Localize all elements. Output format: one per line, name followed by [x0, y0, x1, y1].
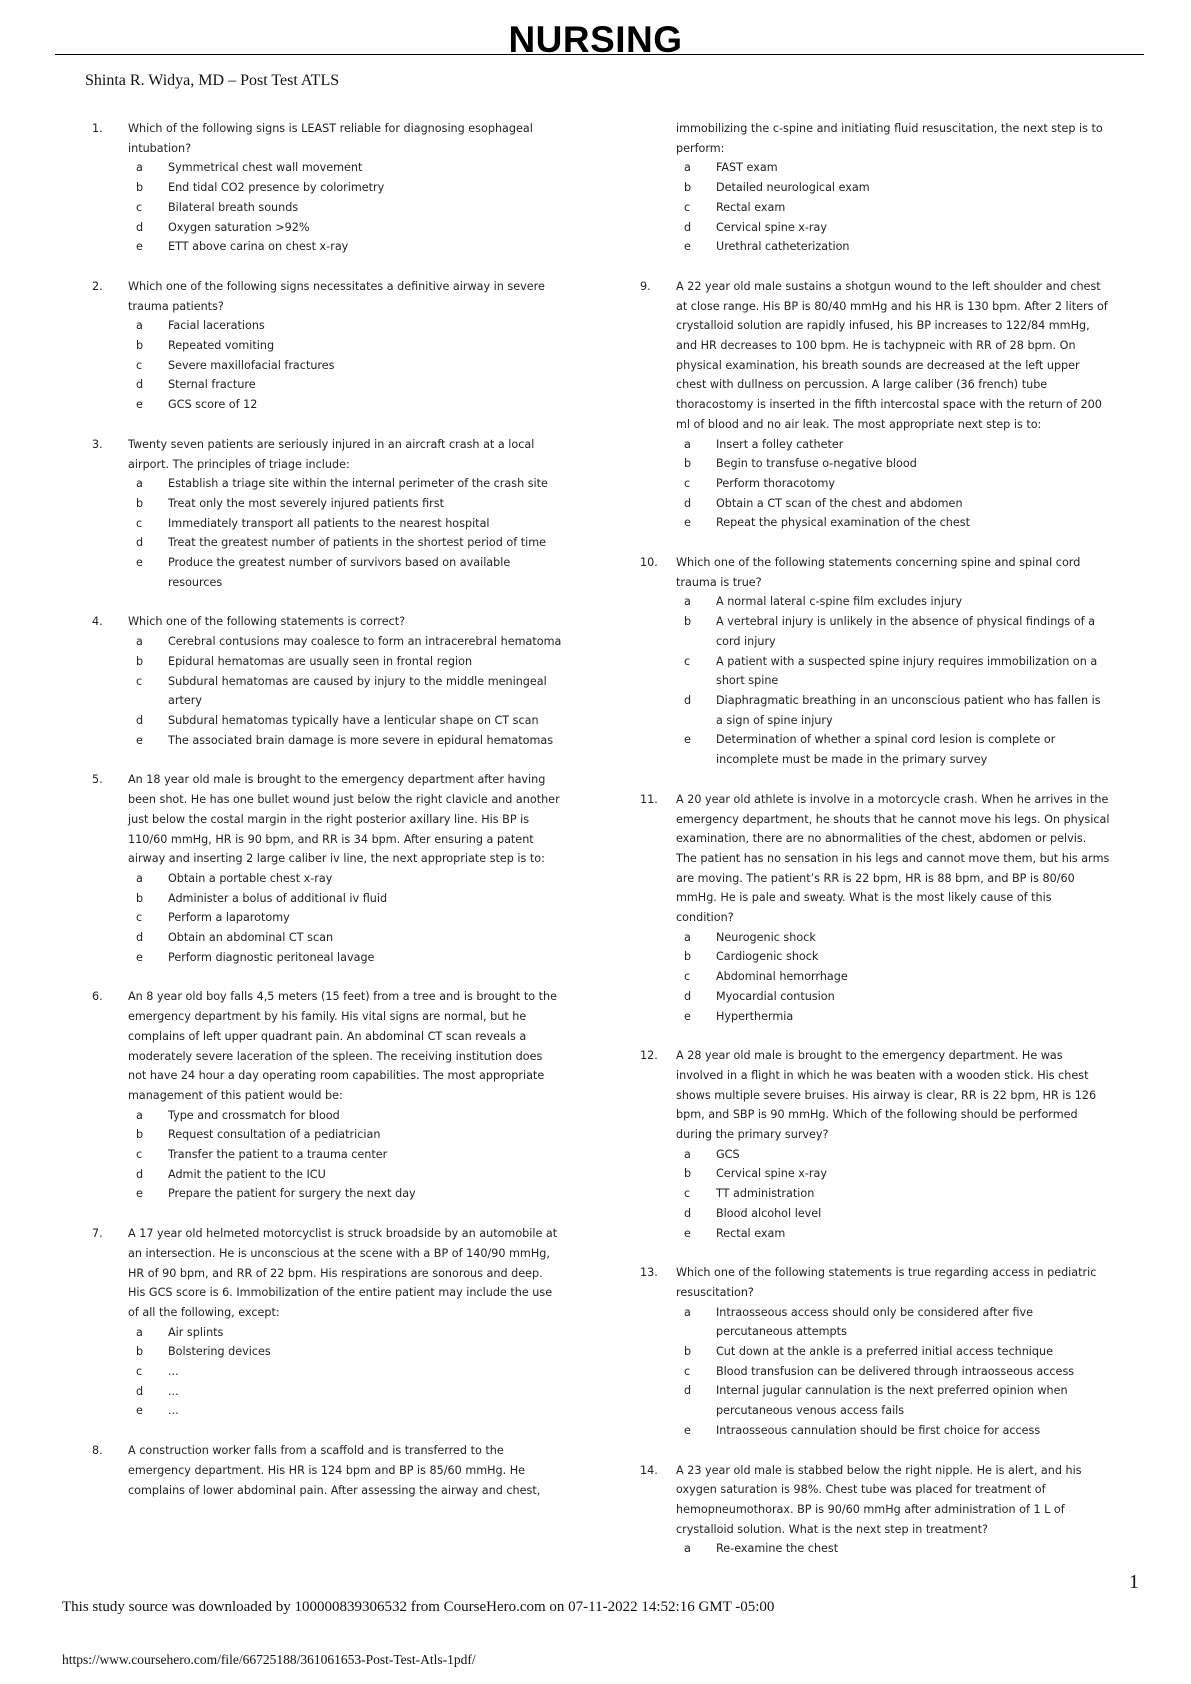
document-header [0, 18, 1191, 58]
question-item [92, 1224, 562, 1421]
answer-option [676, 1145, 1110, 1165]
question-number: 12. [640, 1049, 658, 1063]
answer-option [128, 889, 562, 909]
option-text: The associated brain damage is more severe in epidural hematomas [168, 733, 554, 747]
answer-option [676, 987, 1110, 1007]
answer-option [128, 553, 562, 592]
answer-option [676, 474, 1110, 494]
option-letter: d [136, 713, 144, 727]
option-text: Repeat the physical examination of the chest [716, 516, 970, 530]
answer-option [676, 454, 1110, 474]
answer-option [128, 474, 562, 494]
option-letter: e [136, 240, 143, 254]
option-letter: a [136, 871, 143, 885]
option-text: Perform diagnostic peritoneal lavage [168, 950, 375, 964]
question-text: A 22 year old male sustains a shotgun wound to the left shoulder and chest at close range. His BP is 80/40 mmHg and his HR is 130 bpm. After 2 liters of crystalloid solution are rapidly infused, his BP increases to 122/84 mmHg, and HR decreases to 100 bpm. He is tachypneic with RR of 28 bpm. On physical examination, his breath sounds are decreased at the left upper chest with dullness on percussion. A large caliber (36 french) tube thoracostomy is inserted in the fifth intercostal space with the return of 200 ml of blood and no air leak. The most appropriate next step is to: [676, 279, 1108, 431]
answer-option [676, 1539, 1110, 1559]
option-text: Oxygen saturation >92% [168, 220, 310, 234]
option-letter: d [136, 1384, 144, 1398]
option-text: Rectal exam [716, 1226, 786, 1240]
question-number: 4. [92, 615, 103, 629]
answer-option [128, 158, 562, 178]
option-letter: a [136, 1108, 143, 1122]
answer-option [676, 1421, 1110, 1441]
option-letter: d [136, 1167, 144, 1181]
question-item [92, 119, 562, 257]
option-letter: e [684, 1009, 691, 1023]
answer-option [676, 691, 1110, 730]
answer-option [128, 711, 562, 731]
option-text: Prepare the patient for surgery the next day [168, 1187, 416, 1201]
question-number: 9. [640, 279, 651, 293]
option-letter: b [684, 950, 692, 964]
option-text: Admit the patient to the ICU [168, 1167, 326, 1181]
question-text: Which one of the following statements is correct? [128, 615, 406, 629]
option-text: Obtain a CT scan of the chest and abdomen [716, 496, 963, 510]
question-number: 10. [640, 556, 658, 570]
question-text: Which one of the following signs necessitates a definitive airway in severe trauma patients? [128, 279, 545, 313]
option-text: TT administration [716, 1187, 815, 1201]
download-note: This study source was downloaded by 100000839306532 from CourseHero.com on 07-11-2022 14:52:16 GMT -05:00 [62, 1599, 775, 1615]
option-text: Cervical spine x-ray [716, 220, 827, 234]
option-letter: a [684, 161, 691, 175]
option-text: Type and crossmatch for blood [168, 1108, 340, 1122]
option-letter: e [684, 1226, 691, 1240]
answer-option [676, 1164, 1110, 1184]
question-number: 3. [92, 437, 103, 451]
answer-option [676, 1184, 1110, 1204]
answer-option [128, 1362, 562, 1382]
option-letter: b [136, 1345, 144, 1359]
question-number: 2. [92, 279, 103, 293]
option-letter: c [684, 1364, 691, 1378]
answer-option [128, 533, 562, 553]
question-item [92, 277, 562, 415]
option-letter: b [684, 1345, 692, 1359]
option-letter: c [136, 358, 143, 372]
option-letter: c [136, 1148, 143, 1162]
option-text: Transfer the patient to a trauma center [168, 1148, 388, 1162]
option-text: ... [168, 1384, 179, 1398]
option-text: Re-examine the chest [716, 1542, 839, 1556]
question-text: A 28 year old male is brought to the emergency department. He was involved in a flight in which he was beaten with a wooden stick. His chest shows multiple severe bruises. His airway is clear, RR is 22 bpm, HR is 126 bpm, and SBP is 90 mmHg. Which of the following should be performed during the primary survey? [676, 1049, 1097, 1142]
option-letter: d [684, 220, 692, 234]
option-letter: d [684, 989, 692, 1003]
option-text: Bolstering devices [168, 1345, 271, 1359]
answer-option [676, 435, 1110, 455]
answer-option [128, 908, 562, 928]
option-text: Perform thoracotomy [716, 476, 835, 490]
option-letter: e [136, 398, 143, 412]
option-text: Rectal exam [716, 200, 786, 214]
option-text: Air splints [168, 1325, 224, 1339]
answer-option [676, 928, 1110, 948]
option-letter: c [684, 1187, 691, 1201]
option-letter: a [684, 1147, 691, 1161]
answer-option [676, 592, 1110, 612]
answer-option [676, 494, 1110, 514]
option-text: Treat the greatest number of patients in the shortest period of time [168, 536, 547, 550]
option-text: Cerebral contusions may coalesce to form an intracerebral hematoma [168, 635, 562, 649]
document-title: NURSING [508, 19, 683, 60]
question-number: 8. [92, 1444, 103, 1458]
option-text: Repeated vomiting [168, 339, 275, 353]
option-letter: a [684, 437, 691, 451]
answer-option [128, 218, 562, 238]
option-text: Blood alcohol level [716, 1206, 822, 1220]
answer-option [676, 1224, 1110, 1244]
source-url[interactable]: https://www.coursehero.com/file/66725188/361061653-Post-Test-Atls-1pdf/ [62, 1652, 476, 1667]
option-text: Request consultation of a pediatrician [168, 1128, 381, 1142]
answer-option [128, 316, 562, 336]
option-letter: b [684, 1167, 692, 1181]
answer-option [128, 1184, 562, 1204]
question-item [640, 1263, 1110, 1440]
question-item [92, 612, 562, 750]
answer-option [676, 1381, 1110, 1420]
option-text: Begin to transfuse o-negative blood [716, 457, 917, 471]
answer-option [676, 947, 1110, 967]
question-item [640, 553, 1110, 770]
answer-option [128, 1382, 562, 1402]
left-column [92, 119, 562, 1520]
answer-option [128, 1145, 562, 1165]
option-letter: e [684, 733, 691, 747]
question-text: Which one of the following statements is true regarding access in pediatric resuscitation? [676, 1266, 1097, 1299]
option-letter: a [136, 635, 143, 649]
option-letter: d [684, 1206, 692, 1220]
option-text: A vertebral injury is unlikely in the absence of physical findings of a cord injury [716, 615, 1096, 648]
question-text: A construction worker falls from a scaffold and is transferred to the emergency department. His HR is 124 bpm and BP is 85/60 mmHg. He complains of lower abdominal pain. After assessing the airway and chest, [128, 1444, 541, 1497]
question-item [92, 770, 562, 967]
option-letter: e [136, 733, 143, 747]
option-text: Symmetrical chest wall movement [168, 161, 363, 175]
answer-option [676, 158, 1110, 178]
option-letter: d [136, 931, 144, 945]
answer-option [676, 198, 1110, 218]
option-text: Immediately transport all patients to the nearest hospital [168, 516, 490, 530]
option-text: Intraosseous access should only be considered after five percutaneous attempts [716, 1305, 1034, 1339]
answer-option [128, 514, 562, 534]
option-letter: b [136, 496, 144, 510]
answer-option [128, 652, 562, 672]
page-number: 1 [1129, 1571, 1139, 1593]
question-text: A 20 year old athlete is involve in a motorcycle crash. When he arrives in the emergency department, he shouts that he cannot move his legs. On physical examination, there are no abnormalities of the chest, abdomen or pelvis. The patient has no sensation in his legs and cannot move them, but his arms are moving. The patient’s RR is 22 bpm, HR is 88 bpm, and BP is 80/60 mmHg. He is pale and sweaty. What is the most likely cause of this condition? [676, 792, 1110, 925]
option-text: Neurogenic shock [716, 930, 816, 944]
question-text: Which of the following signs is LEAST reliable for diagnosing esophageal intubation? [128, 122, 533, 155]
question-number: 6. [92, 990, 103, 1004]
option-text: Bilateral breath sounds [168, 200, 299, 214]
answer-option [676, 1007, 1110, 1027]
option-text: Subdural hematomas are caused by injury to the middle meningeal artery [168, 674, 547, 708]
option-text: Subdural hematomas typically have a lenticular shape on CT scan [168, 713, 539, 727]
answer-option [676, 1303, 1110, 1342]
document-subtitle: Shinta R. Widya, MD – Post Test ATLS [85, 72, 340, 89]
option-letter: a [136, 161, 143, 175]
question-number: 7. [92, 1227, 103, 1241]
option-text: Severe maxillofacial fractures [168, 358, 335, 372]
option-letter: d [136, 378, 144, 392]
question-item [640, 790, 1110, 1026]
question-number: 5. [92, 773, 103, 787]
option-text: Diaphragmatic breathing in an unconscious patient who has fallen is a sign of spine injury [716, 693, 1101, 727]
question-item [92, 435, 562, 593]
question-text: Which one of the following statements concerning spine and spinal cord trauma is true? [676, 556, 1081, 589]
question-number: 14. [640, 1463, 658, 1477]
answer-option [676, 237, 1110, 257]
answer-option [676, 1342, 1110, 1362]
option-letter: e [136, 950, 143, 964]
option-text: End tidal CO2 presence by colorimetry [168, 181, 385, 195]
answer-option [128, 1106, 562, 1126]
option-letter: a [136, 319, 143, 333]
option-text: A patient with a suspected spine injury requires immobilization on a short spine [716, 654, 1098, 688]
right-column [640, 119, 1110, 1579]
header-rule [55, 54, 1144, 55]
answer-option [128, 1125, 562, 1145]
question-text: immobilizing the c-spine and initiating fluid resuscitation, the next step is to perform: [676, 122, 1103, 155]
answer-option [128, 1401, 562, 1421]
option-text: Cardiogenic shock [716, 950, 819, 964]
option-text: Obtain an abdominal CT scan [168, 931, 334, 945]
option-letter: e [136, 1404, 143, 1418]
option-letter: c [684, 476, 691, 490]
answer-option [676, 967, 1110, 987]
answer-option [676, 612, 1110, 651]
option-text: Determination of whether a spinal cord lesion is complete or incomplete must be made in the primary survey [716, 733, 1056, 767]
option-text: Blood transfusion can be delivered through intraosseous access [716, 1364, 1075, 1378]
answer-option [128, 178, 562, 198]
answer-option [128, 237, 562, 257]
option-text: Detailed neurological exam [716, 181, 870, 195]
option-letter: d [684, 693, 692, 707]
option-text: Administer a bolus of additional iv fluid [168, 891, 388, 905]
question-text: An 18 year old male is brought to the emergency department after having been shot. He has one bullet wound just below the right clavicle and another just below the costal margin in the right posterior axillary line. His BP is 110/60 mmHg, HR is 90 bpm, and RR is 34 bpm. After ensuring a patent airway and inserting 2 large caliber iv line, the next appropriate step is to: [128, 773, 560, 866]
option-letter: e [684, 1423, 691, 1437]
option-text: ... [168, 1404, 179, 1418]
question-number: 11. [640, 792, 658, 806]
option-text: Perform a laparotomy [168, 911, 290, 925]
option-text: FAST exam [716, 161, 778, 175]
question-item [640, 1046, 1110, 1243]
question-item [92, 1441, 562, 1500]
option-text: A normal lateral c-spine film excludes injury [716, 595, 963, 609]
answer-option [128, 1342, 562, 1362]
answer-option [676, 652, 1110, 691]
question-text: An 8 year old boy falls 4,5 meters (15 feet) from a tree and is brought to the emergency department by his family. His vital signs are normal, but he complains of left upper quadrant pain. An abdominal CT scan reveals a moderately severe laceration of the spleen. The receiving institution does not have 24 hour a day operating room capabilities. The most appropriate management of this patient would be: [128, 990, 558, 1102]
option-text: Insert a folley catheter [716, 437, 844, 451]
question-item [92, 987, 562, 1204]
option-letter: a [684, 930, 691, 944]
answer-option [128, 731, 562, 751]
option-letter: e [136, 1187, 143, 1201]
answer-option [128, 356, 562, 376]
option-letter: d [136, 536, 144, 550]
option-letter: a [684, 1305, 691, 1319]
option-text: Obtain a portable chest x-ray [168, 871, 333, 885]
option-letter: b [684, 457, 692, 471]
answer-option [676, 1204, 1110, 1224]
option-letter: b [684, 615, 692, 629]
option-letter: e [684, 240, 691, 254]
option-text: Abdominal hemorrhage [716, 970, 848, 984]
option-text: Cervical spine x-ray [716, 1167, 827, 1181]
answer-option [676, 1362, 1110, 1382]
option-text: Facial lacerations [168, 319, 265, 333]
option-letter: d [136, 220, 144, 234]
answer-option [128, 395, 562, 415]
option-letter: d [684, 1384, 692, 1398]
question-number: 13. [640, 1266, 658, 1280]
answer-option [128, 1165, 562, 1185]
option-letter: c [684, 654, 691, 668]
option-letter: b [136, 181, 144, 195]
option-letter: e [136, 556, 143, 570]
answer-option [128, 375, 562, 395]
option-text: Sternal fracture [168, 378, 256, 392]
option-letter: a [136, 1325, 143, 1339]
answer-option [128, 336, 562, 356]
answer-option [676, 218, 1110, 238]
question-item [640, 1461, 1110, 1560]
question-text: A 23 year old male is stabbed below the right nipple. He is alert, and his oxygen saturation is 98%. Chest tube was placed for treatment of hemopneumothorax. BP is 90/60 mmHg after administration of 1 L of crystalloid solution. What is the next step in treatment? [676, 1463, 1082, 1536]
answer-option [128, 928, 562, 948]
question-text: A 17 year old helmeted motorcyclist is struck broadside by an automobile at an intersection. He is unconscious at the scene with a BP of 140/90 mmHg, HR of 90 bpm, and RR of 22 bpm. His respirations are sonorous and deep. His GCS score is 6. Immobilization of the entire patient may include the use of all the following, except: [128, 1227, 558, 1319]
option-text: Epidural hematomas are usually seen in frontal region [168, 654, 473, 668]
option-text: Hyperthermia [716, 1009, 794, 1023]
option-text: Urethral catheterization [716, 240, 850, 254]
option-letter: a [684, 595, 691, 609]
answer-option [676, 513, 1110, 533]
option-text: Produce the greatest number of survivors based on available resources [168, 556, 511, 589]
option-letter: b [136, 1128, 144, 1142]
option-letter: b [136, 339, 144, 353]
option-text: Establish a triage site within the internal perimeter of the crash site [168, 477, 548, 491]
option-letter: d [684, 496, 692, 510]
option-text: ETT above carina on chest x-ray [168, 240, 349, 254]
answer-option [128, 948, 562, 968]
question-item [640, 277, 1110, 533]
option-text: Myocardial contusion [716, 989, 835, 1003]
option-letter: c [136, 516, 143, 530]
option-text: Treat only the most severely injured patients first [168, 496, 444, 510]
option-letter: c [684, 970, 691, 984]
option-letter: b [136, 891, 144, 905]
option-letter: b [684, 181, 692, 195]
question-text: Twenty seven patients are seriously injured in an aircraft crash at a local airport. The principles of triage include: [128, 437, 535, 471]
option-letter: a [136, 477, 143, 491]
option-letter: c [136, 674, 143, 688]
option-text: Cut down at the ankle is a preferred initial access technique [716, 1345, 1053, 1359]
answer-option [128, 672, 562, 711]
option-text: GCS [716, 1147, 740, 1161]
option-letter: c [136, 1365, 143, 1379]
answer-option [128, 1323, 562, 1343]
question-number: 1. [92, 122, 103, 135]
answer-option [128, 869, 562, 889]
answer-option [676, 730, 1110, 769]
answer-option [128, 494, 562, 514]
option-text: ... [168, 1365, 179, 1379]
answer-option [128, 198, 562, 218]
option-text: Internal jugular cannulation is the next preferred opinion when percutaneous venous access fails [716, 1384, 1068, 1418]
option-letter: c [136, 200, 143, 214]
answer-option [128, 632, 562, 652]
option-letter: e [684, 516, 691, 530]
option-letter: a [684, 1542, 691, 1556]
option-letter: b [136, 654, 144, 668]
option-text: GCS score of 12 [168, 398, 258, 412]
answer-option [676, 178, 1110, 198]
option-letter: c [684, 200, 691, 214]
question-item [640, 119, 1110, 257]
option-text: Intraosseous cannulation should be first choice for access [716, 1423, 1041, 1437]
option-letter: c [136, 911, 143, 925]
